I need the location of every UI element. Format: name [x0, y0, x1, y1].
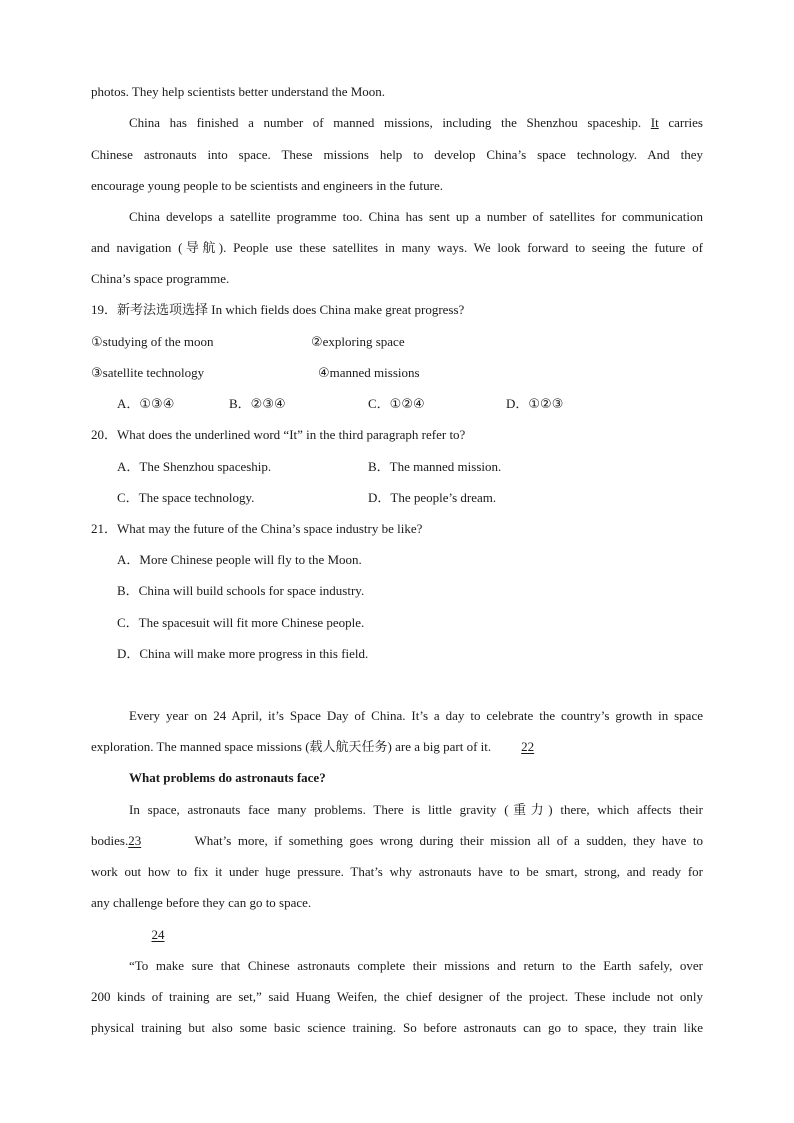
- q21-option-b: B．China will build schools for space industry.: [117, 583, 365, 598]
- paragraph-line: and navigation (导航). People use these satellites in many ways. We look forward to seeing the future of: [91, 240, 703, 255]
- paragraph-line: In space, astronauts face many problems. There is little gravity (重力) there, which affects their: [129, 802, 703, 817]
- q20-option-a: A．The Shenzhou spaceship.: [117, 459, 272, 474]
- q19-item-3: ③satellite technology: [91, 365, 205, 381]
- paragraph-line: 200 kinds of training are set,” said Huang Weifen, the chief designer of the project. These include not only: [91, 989, 703, 1004]
- q19-option-c: C．①②④: [368, 396, 425, 412]
- paragraph-line: Every year on 24 April, it’s Space Day of China. It’s a day to celebrate the country’s growth in space: [129, 708, 703, 723]
- q19-option-d: D．①②③: [506, 396, 564, 412]
- paragraph-line: China’s space programme.: [91, 271, 230, 286]
- question-21-stem: 21．What may the future of the China’s space industry be like?: [91, 521, 423, 536]
- paragraph-line: physical training but also some basic science training. So before astronauts can go to space, they train like: [91, 1020, 703, 1035]
- paragraph-line: encourage young people to be scientists and engineers in the future.: [91, 178, 443, 193]
- blank-24-line: [129, 927, 187, 943]
- blank-24: 24: [151, 927, 165, 942]
- blank-23: 23: [128, 833, 142, 848]
- paragraph-line: Chinese astronauts into space. These missions help to develop China’s space technology. And they: [91, 147, 703, 162]
- q19-item-2: ②exploring space: [311, 334, 405, 350]
- paragraph-line: work out how to fix it under huge pressure. That’s why astronauts have to be smart, strong, and ready for: [91, 864, 703, 879]
- question-19-stem: 19．新考法选项选择 In which fields does China make great progress?: [91, 302, 465, 317]
- paragraph-line: bodies.23 What’s more, if something goes wrong during their mission all of a sudden, they have to: [91, 833, 704, 848]
- blank-22: 22: [521, 739, 535, 754]
- q21-option-a: A．More Chinese people will fly to the Moon.: [117, 552, 362, 567]
- q19-option-b: B．②③④: [229, 396, 286, 412]
- q19-item-4: ④manned missions: [318, 365, 420, 381]
- q20-option-d: D．The people’s dream.: [368, 490, 497, 505]
- underlined-word-it: It: [650, 115, 659, 130]
- paragraph-line: photos. They help scientists better understand the Moon.: [91, 84, 386, 99]
- question-20-stem: 20．What does the underlined word “It” in the third paragraph refer to?: [91, 427, 466, 442]
- q21-option-d: D．China will make more progress in this field.: [117, 646, 369, 661]
- q19-option-a: A．①③④: [117, 396, 175, 412]
- paragraph-line: any challenge before they can go to space.: [91, 895, 312, 910]
- paragraph-line: “To make sure that Chinese astronauts complete their missions and return to the Earth safely, over: [129, 958, 703, 973]
- q19-item-1: ①studying of the moon: [91, 334, 214, 350]
- q20-option-c: C．The space technology.: [117, 490, 255, 505]
- q21-option-c: C．The spacesuit will fit more Chinese people.: [117, 615, 365, 630]
- paragraph-line: China develops a satellite programme too. China has sent up a number of satellites for communication: [129, 209, 703, 224]
- section-heading: What problems do astronauts face?: [129, 770, 326, 785]
- paragraph-line: exploration. The manned space missions (载人航天任务) are a big part of it. 22: [91, 739, 558, 755]
- paragraph-line: China has finished a number of manned missions, including the Shenzhou spaceship. It carries: [129, 115, 703, 130]
- q20-option-b: B．The manned mission.: [368, 459, 502, 474]
